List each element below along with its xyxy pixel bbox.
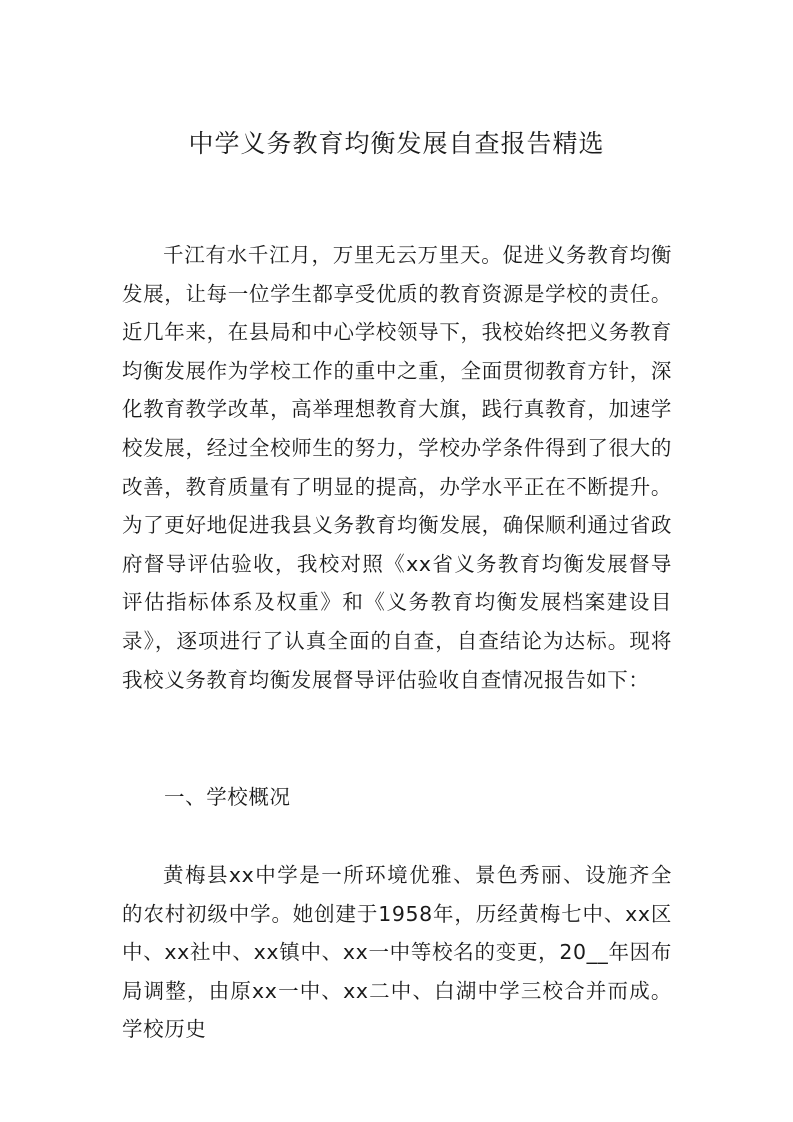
section-heading: 一、学校概况	[164, 785, 291, 809]
intro-paragraph: 千江有水千江月，万里无云万里天。促进义务教育均衡发展，让每一位学生都享受优质的教育资源是学校的责任。近几年来，在县局和中心学校领导下，我校始终把义务教育均衡发展作为学校工作的重中之重，全面贯彻教育方针，深化教育教学改革，高举理想教育大旗，践行真教育，加速学校发展，经过全校师生的努力，学校办学条件得到了很大的改善，教育质量有了明显的提高，办学水平正在不断提升。为了更好地促进我县义务教育均衡发展，确保顺利通过省政府督导评估验收，我校对照《xx省义务教育均衡发展督导评估指标体系及权重》和《义务教育均衡发展档案建设目录》，逐项进行了认真全面的自查，自查结论为达标。现将我校义务教育均衡发展督导评估验收自查情况报告如下：	[122, 243, 672, 692]
document-title: 中学义务教育均衡发展自查报告精选	[188, 129, 605, 158]
section-paragraph: 黄梅县xx中学是一所环境优雅、景色秀丽、设施齐全的农村初级中学。她创建于1958年，历经黄梅七中、xx区中、xx社中、xx镇中、xx一中等校名的变更，20__年因布局调整，由原xx一中、xx二中、白湖中学三校合并而成。学校历史	[122, 863, 672, 1042]
